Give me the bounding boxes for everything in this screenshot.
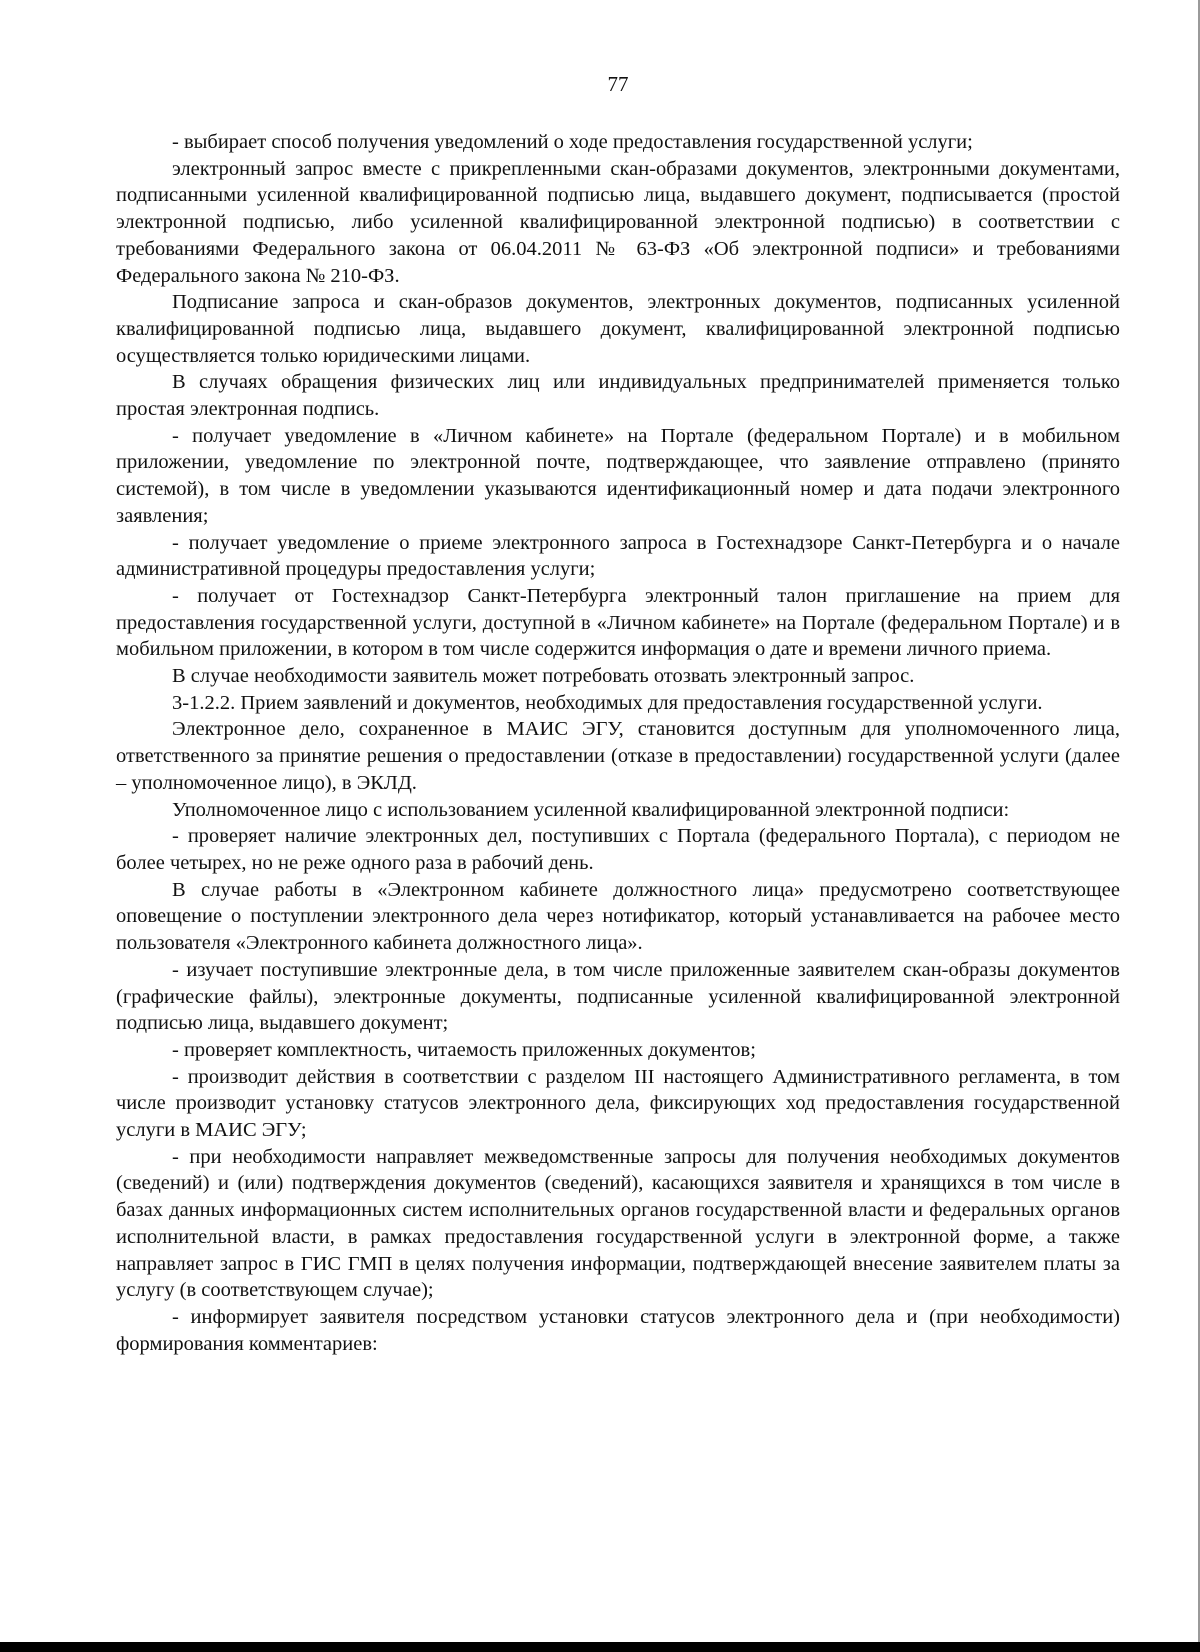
paragraph: В случае необходимости заявитель может потребовать отозвать электронный запрос. [172,665,915,688]
paragraph: - получает от Гостехнадзор Санкт-Петербурга электронный талон приглашение на прием для предоставления государственной услуги, доступной в «Личном кабинете» на Портале (федеральном Портале) и в мобильном приложении, в котором в том числе содержится информация о дате и времени личного приема. [116,584,1120,661]
page-number: 77 [607,72,629,96]
paragraph: - получает уведомление в «Личном кабинете» на Портале (федеральном Портале) и в мобильном приложении, уведомление по электронной почте, подтверждающее, что заявление отправлено (принято системой), в том числе в уведомлении указываются идентификационный номер и дата подачи электронного заявления; [116,424,1120,527]
scan-edge-bottom [0,1642,1200,1652]
paragraph: - проверяет комплектность, читаемость приложенных документов; [172,1038,756,1061]
paragraph: Электронное дело, сохраненное в МАИС ЭГУ, становится доступным для уполномоченного лица, ответственного за принятие решения о предоставлении (отказе в предоставлении) государственной услуги (далее – уполномоченное лицо), в ЭКЛД. [116,718,1120,794]
paragraph: - производит действия в соответствии с разделом III настоящего Административного регламента, в том числе производит установку статусов электронного дела, фиксирующих ход предоставления государственной услуги в МАИС ЭГУ; [116,1065,1120,1142]
page-body [116,129,1120,1357]
paragraph: - информирует заявителя посредством установки статусов электронного дела и (при необходимости) формирования комментариев: [116,1305,1120,1355]
paragraph: Уполномоченное лицо с использованием усиленной квалифицированной электронной подписи: [172,798,1010,821]
paragraph: - проверяет наличие электронных дел, поступивших с Портала (федерального Портала), с периодом не более четырех, но не реже одного раза в рабочий день. [116,825,1120,874]
paragraph: - получает уведомление о приеме электронного запроса в Гостехнадзоре Санкт-Петербурга и о начале административной процедуры предоставления услуги; [116,531,1120,581]
paragraph: - выбирает способ получения уведомлений о ходе предоставления государственной услуги; [172,131,973,153]
paragraph: - изучает поступившие электронные дела, в том числе приложенные заявителем скан-образы документов (графические файлы), электронные документы, подписанные усиленной квалифицированной электронной подписью лица, выдавшего документ; [116,958,1120,1035]
section-heading: 3-1.2.2. Прием заявлений и документов, необходимых для предоставления государственной услуги. [172,691,1043,714]
paragraph: электронный запрос вместе с прикрепленными скан-образами документов, электронными документами, подписанными усиленной квалифицированной подписью лица, выдавшего документ, подписывается (простой электронной подписью, либо усиленной квалифицированной электронной подписью) в соответствии с требованиями Федерального закона от 06.04.2011 № 63-ФЗ «Об электронной подписи» и требованиями Федерального закона № 210-ФЗ. [116,157,1120,287]
paragraph: В случаях обращения физических лиц или индивидуальных предпринимателей применяется только простая электронная подпись. [116,371,1120,421]
paragraph: Подписание запроса и скан-образов документов, электронных документов, подписанных усиленной квалифицированной подписью лица, выдавшего документ, квалифицированной электронной подписью осуществляется только юридическими лицами. [116,291,1120,367]
paragraph: - при необходимости направляет межведомственные запросы для получения необходимых документов (сведений) и (или) подтверждения документов (сведений), касающихся заявителя и хранящихся в том числе в базах данных информационных систем исполнительных органов государственной власти и федеральных органов исполнительной власти, в рамках предоставления государственной услуги в электронной форме, а также направляет запрос в ГИС ГМП в целях получения информации, подтверждающей внесение заявителем платы за услугу (в соответствующем случае); [116,1145,1120,1302]
paragraph: В случае работы в «Электронном кабинете должностного лица» предусмотрено соответствующее оповещение о поступлении электронного дела через нотификатор, который устанавливается на рабочее место пользователя «Электронного кабинета должностного лица». [116,878,1120,955]
